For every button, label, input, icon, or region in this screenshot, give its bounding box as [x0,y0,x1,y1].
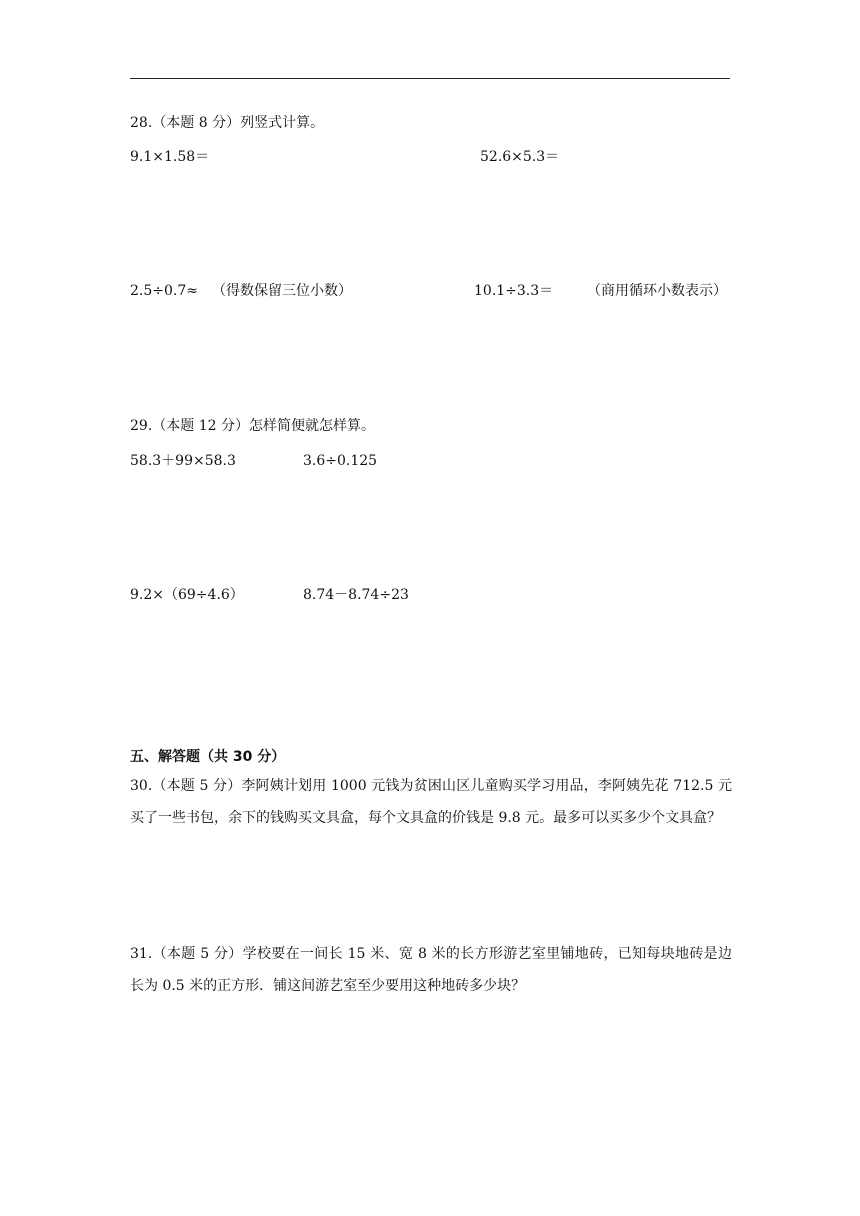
q28-title: 28.（本题 8 分）列竖式计算。 [130,115,325,131]
q29-expr-1: 58.3＋99×58.3 [130,453,236,469]
q29-expr-3: 9.2×（69÷4.6） [130,587,244,603]
q29-expr-2: 3.6÷0.125 [303,453,378,469]
q28-note-4: （商用循环小数表示） [587,283,727,299]
q31-text: 31.（本题 5 分）学校要在一间长 15 米、宽 8 米的长方形游艺室里铺地砖，已知每块地砖是边长为 0.5 米的正方形．铺这间游艺室至少要用这种地砖多少块？ [130,946,732,994]
q28-expr-1: 9.1×1.58＝ [130,149,210,165]
q30-text: 30.（本题 5 分）李阿姨计划用 1000 元钱为贫困山区儿童购买学习用品，李阿姨先花 712.5 元买了一些书包，余下的钱购买文具盒，每个文具盒的价钱是 9.8 元。最多可以买多少个文具盒？ [130,778,732,826]
q28-expr-4: 10.1÷3.3＝ [474,283,554,299]
q28-note-3: （得数保留三位小数） [212,283,352,299]
section-heading: 五、解答题（共 30 分） [130,749,286,765]
q28-expr-3: 2.5÷0.7≈ [130,283,198,299]
q28-expr-2: 52.6×5.3＝ [480,149,560,165]
q29-title: 29.（本题 12 分）怎样简便就怎样算。 [130,418,375,434]
q29-expr-4: 8.74－8.74÷23 [303,587,409,603]
header-rule [130,78,730,79]
